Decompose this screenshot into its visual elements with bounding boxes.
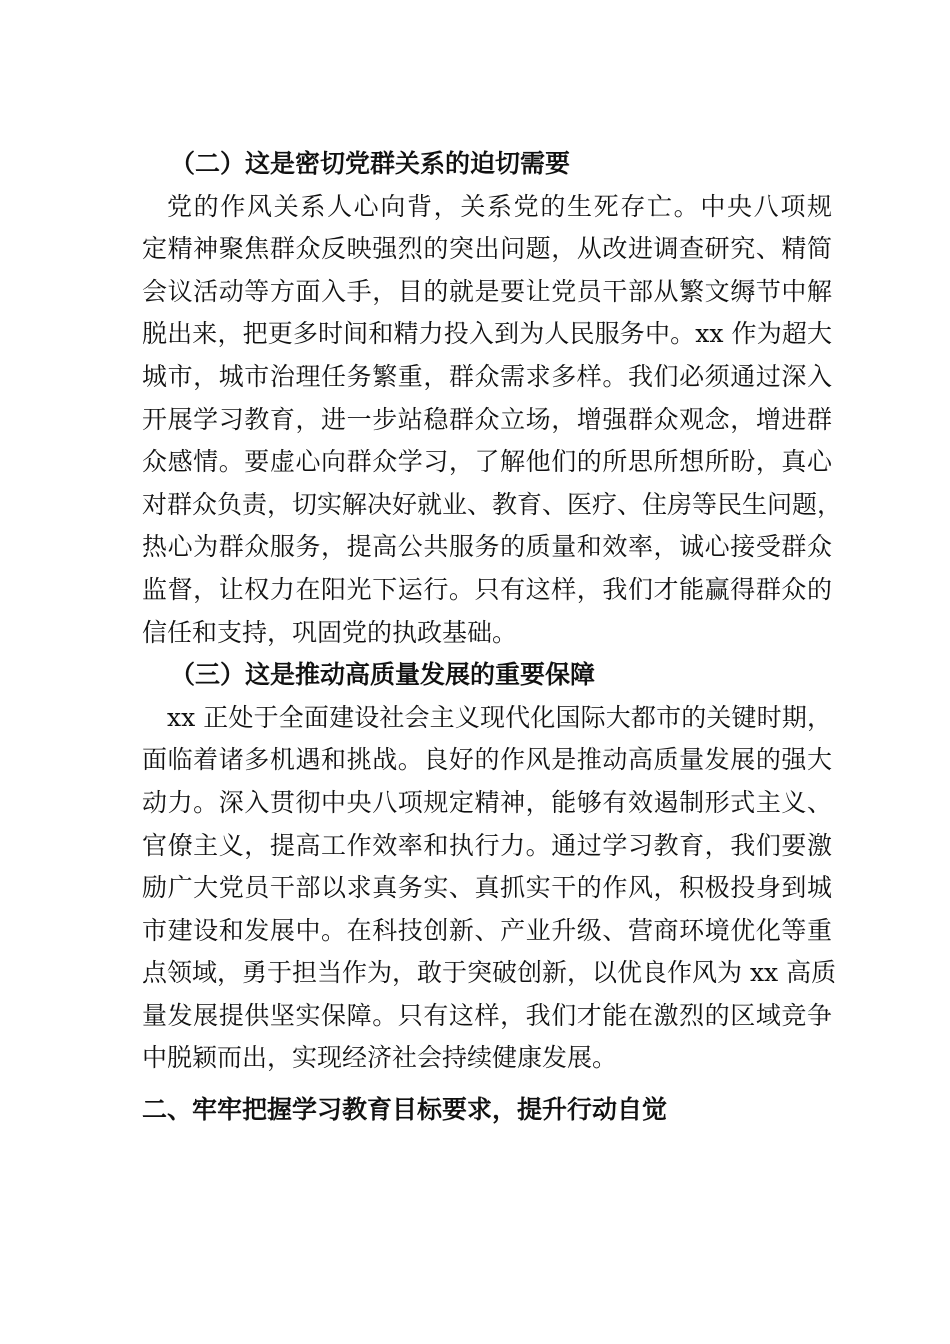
paragraph-line: 官僚主义，提高工作效率和执行力。通过学习教育，我们要激 [142,830,832,860]
paragraph-high-quality-development [142,697,837,1080]
paragraph-line: 市建设和发展中。在科技创新、产业升级、营商环境优化等重 [142,915,832,945]
section-heading-2: （二）这是密切党群关系的迫切需要 [170,149,571,178]
paragraph-line: 定精神聚焦群众反映强烈的突出问题，从改进调查研究、精简 [142,234,832,264]
paragraph-party-masses [142,186,843,655]
paragraph-line: 开展学习教育，进一步站稳群众立场，增强群众观念，增进群 [142,404,832,434]
paragraph-line: 点领域，勇于担当作为，敢于突破创新，以优良作风为 xx 高质 [142,958,837,988]
paragraph-line: 城市，城市治理任务繁重，群众需求多样。我们必须通过深入 [142,361,832,391]
paragraph-line: 会议活动等方面入手，目的就是要让党员干部从繁文缛节中解 [142,276,832,306]
paragraph-line: 动力。深入贯彻中央八项规定精神，能够有效遏制形式主义、 [142,787,832,817]
paragraph-line: 面临着诸多机遇和挑战。良好的作风是推动高质量发展的强大 [142,745,832,775]
paragraph-line: 党的作风关系人心向背，关系党的生死存亡。中央八项规 [167,191,832,221]
paragraph-line: 信任和支持，巩固党的执政基础。 [142,617,518,647]
paragraph-line: xx 正处于全面建设社会主义现代化国际大都市的关键时期， [167,702,832,732]
document-body [142,143,843,1132]
paragraph-line: 对群众负责，切实解决好就业、教育、医疗、住房等民生问题， [142,489,843,519]
paragraph-line: 量发展提供坚实保障。只有这样，我们才能在激烈的区域竞争 [142,1000,832,1030]
paragraph-line: 励广大党员干部以求真务实、真抓实干的作风，积极投身到城 [142,873,832,903]
paragraph-line: 中脱颖而出，实现经济社会持续健康发展。 [142,1043,618,1073]
paragraph-line: 监督，让权力在阳光下运行。只有这样，我们才能赢得群众的 [142,574,832,604]
paragraph-line: 众感情。要虚心向群众学习，了解他们的所思所想所盼，真心 [142,447,832,477]
main-section-heading: 二、牢牢把握学习教育目标要求，提升行动自觉 [142,1095,668,1125]
section-heading-3: （三）这是推动高质量发展的重要保障 [170,660,596,690]
paragraph-line: 热心为群众服务，提高公共服务的质量和效率，诚心接受群众 [142,532,832,562]
paragraph-line: 脱出来，把更多时间和精力投入到为人民服务中。xx 作为超大 [142,319,832,349]
